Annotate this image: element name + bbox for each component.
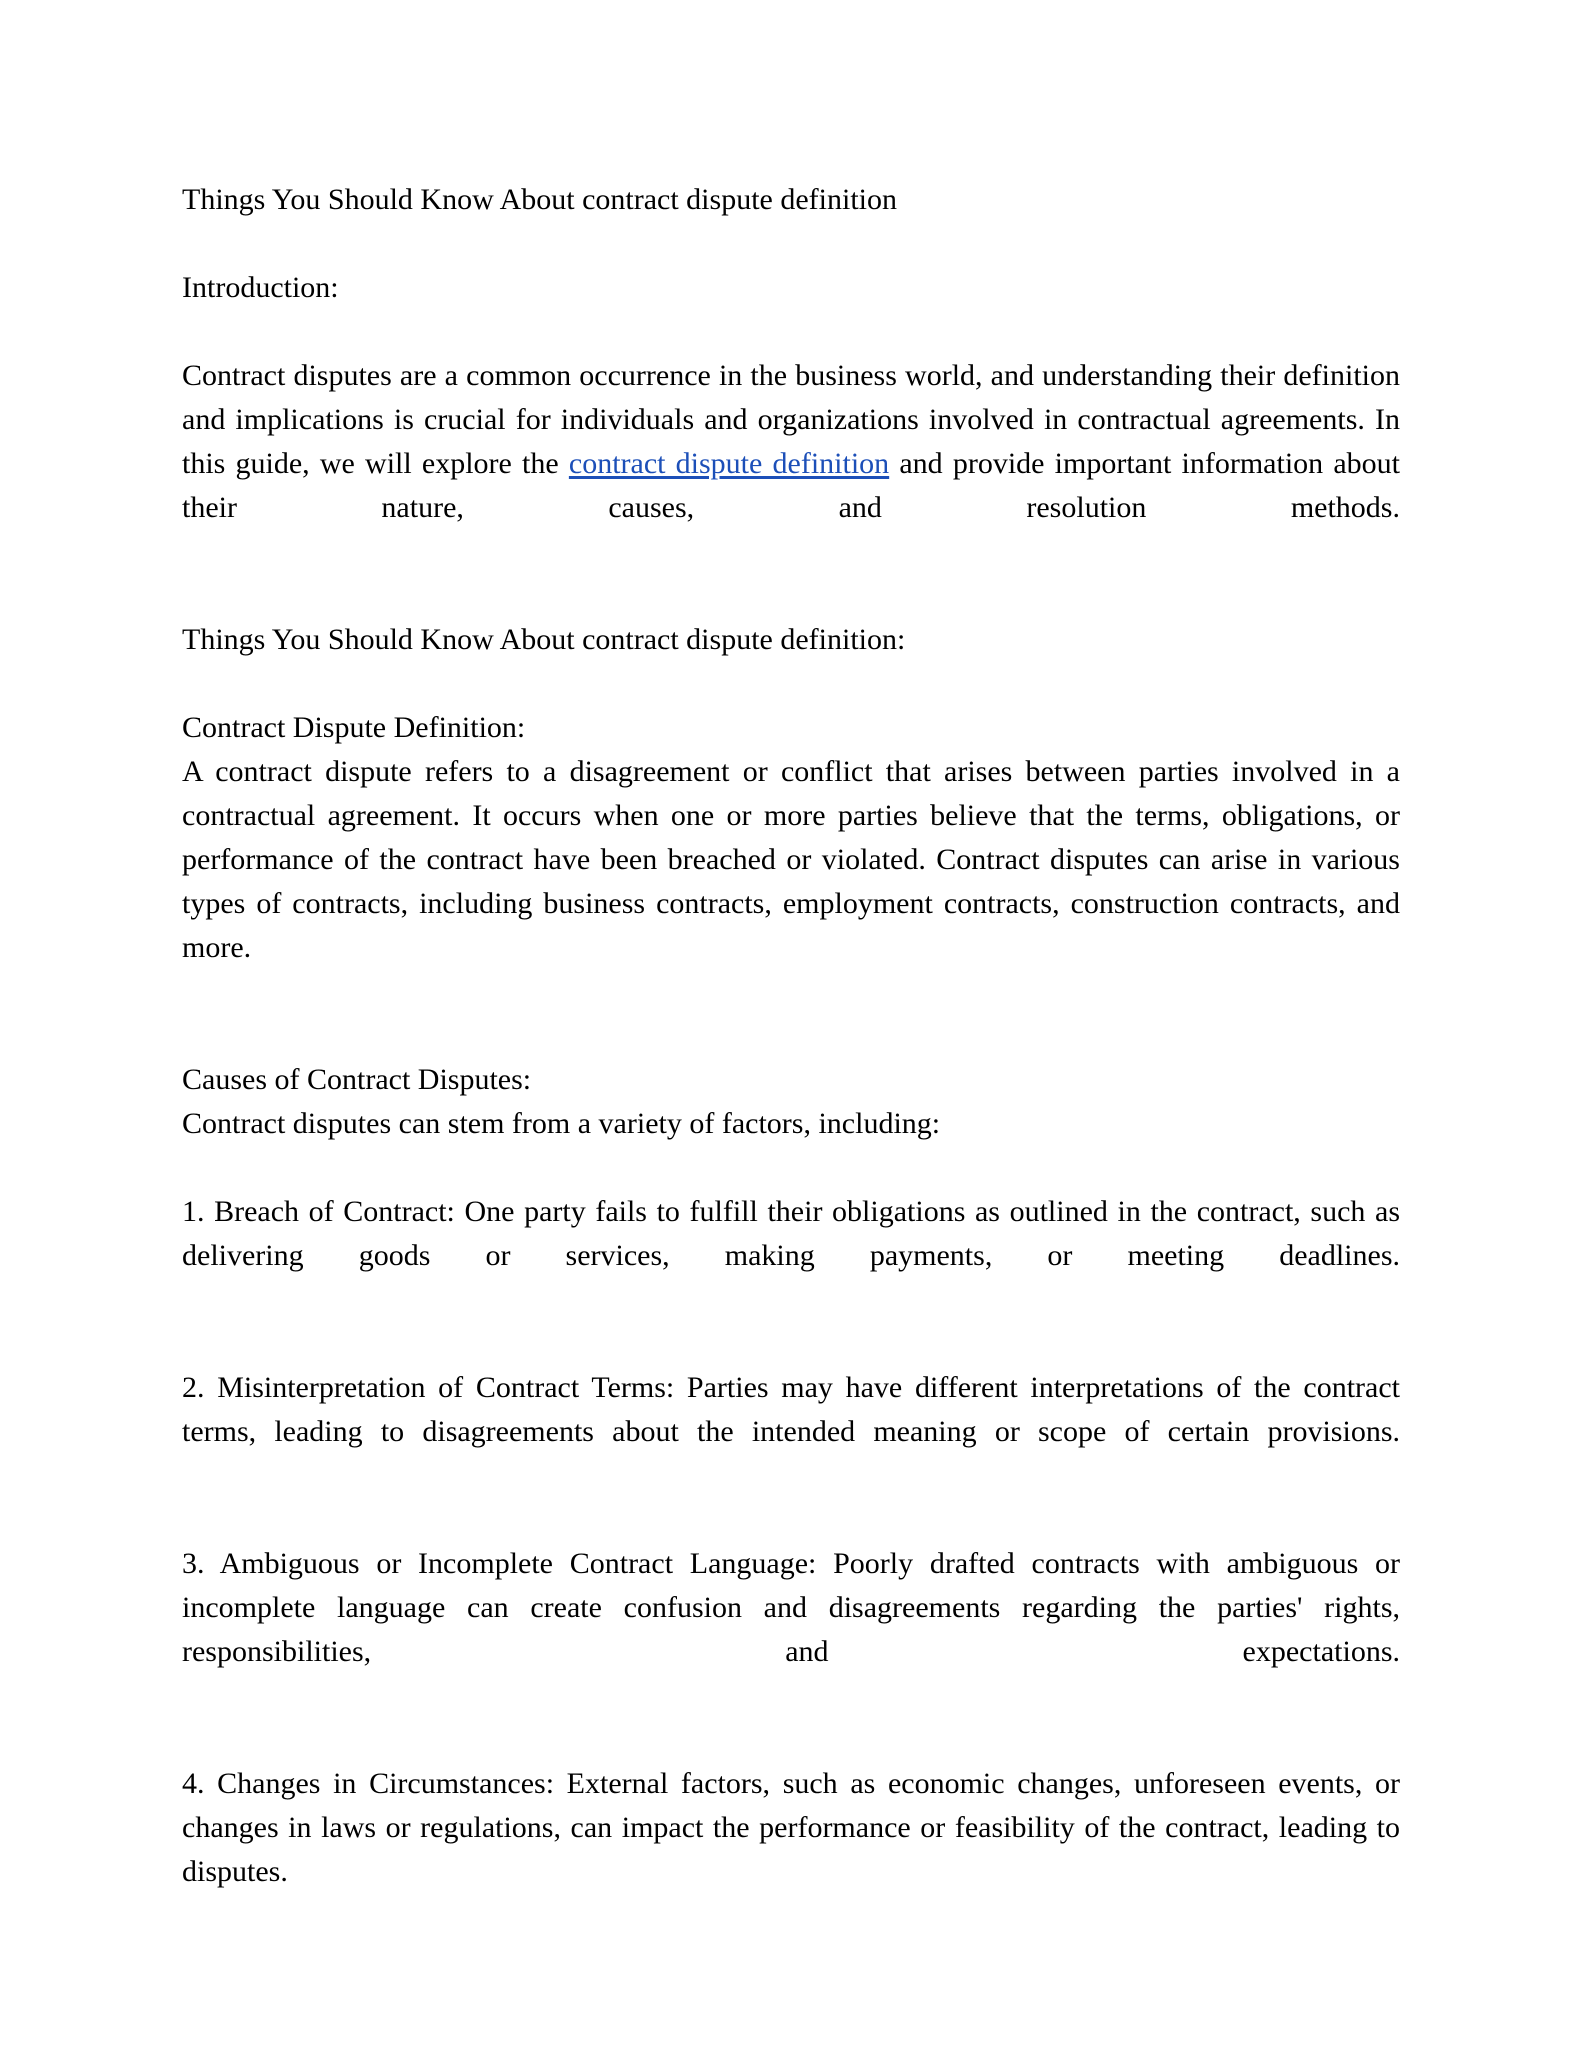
introduction-paragraph xyxy=(182,354,1400,574)
intro-text-after-link: and provide important information about their nature, causes, and resolution methods. xyxy=(182,447,1400,524)
cause-item-4: 4. Changes in Circumstances: External factors, such as economic changes, unforeseen events, or changes in laws or regulations, can impact the performance or feasibility of the contract, leading to disputes. xyxy=(182,1767,1400,1888)
cause-item-3: 3. Ambiguous or Incomplete Contract Language: Poorly drafted contracts with ambiguous or incomplete language can create confusion and disagreements regarding the parties' rights, responsibilities, and expectations. xyxy=(182,1547,1400,1668)
cause-item-2: 2. Misinterpretation of Contract Terms: Parties may have different interpretations of the contract terms, leading to disagreements about the intended meaning or scope of certain provisions. xyxy=(182,1371,1400,1448)
cause-item-1: 1. Breach of Contract: One party fails to fulfill their obligations as outlined in the contract, such as delivering goods or services, making payments, or meeting deadlines. xyxy=(182,1195,1400,1272)
definition-heading: Contract Dispute Definition: xyxy=(182,711,526,744)
contract-dispute-definition-link[interactable]: contract dispute definition xyxy=(568,447,890,480)
causes-heading: Causes of Contract Disputes: xyxy=(182,1063,532,1096)
definition-paragraph: A contract dispute refers to a disagreement or conflict that arises between parties involved in a contractual agreement. It occurs when one or more parties believe that the terms, obligations, or performance of the contract have been breached or violated. Contract disputes can arise in various types of contracts, including business contracts, employment contracts, construction contracts, and more. xyxy=(182,755,1400,964)
spacer xyxy=(182,310,1400,354)
section-heading: Things You Should Know About contract dispute definition: xyxy=(182,623,906,656)
causes-section xyxy=(182,1058,1400,1146)
spacer xyxy=(182,222,1400,266)
document-title: Things You Should Know About contract dispute definition xyxy=(182,183,897,216)
causes-lead: Contract disputes can stem from a variety of factors, including: xyxy=(182,1107,941,1140)
definition-section xyxy=(182,706,1400,1014)
introduction-heading: Introduction: xyxy=(182,271,339,304)
spacer xyxy=(182,662,1400,706)
intro-text-before-link: Contract disputes are a common occurrence in the business world, and understanding their definition and implications is crucial for individuals and organizations involved in contractual agreements. In this guide, we will explore the xyxy=(182,359,1400,480)
document-body xyxy=(182,178,1400,1982)
